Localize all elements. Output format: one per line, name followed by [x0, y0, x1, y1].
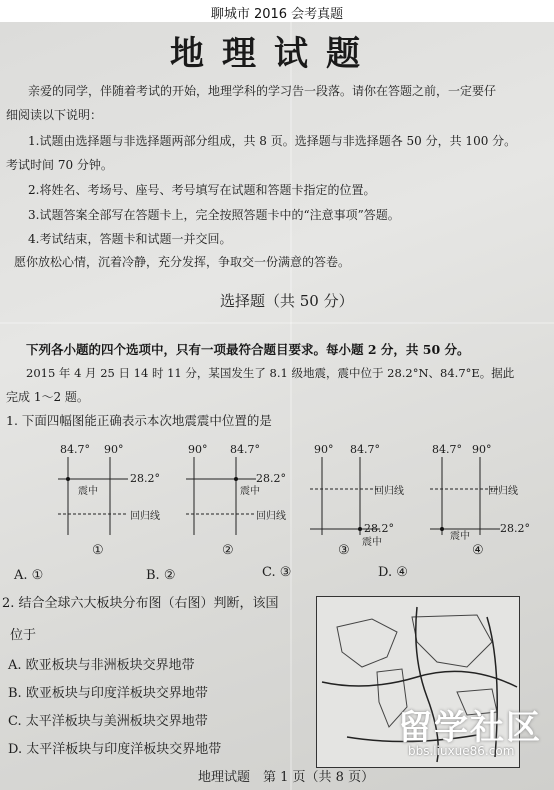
intro-line1: 亲爱的同学，伴随着考试的开始，地理学科的学习告一段落。请你在答题之前，一定要仔 — [28, 84, 497, 98]
intro-line2: 细阅读以下说明： — [6, 108, 103, 122]
longitude-label: 84.7° — [230, 443, 260, 456]
latitude-label: 28.2° — [130, 472, 160, 485]
paper-fold — [0, 322, 554, 324]
tropic-label: 回归线 — [256, 511, 286, 522]
section-instructions: 下列各小题的四个选项中，只有一项最符合题目要求。每小题 2 分，共 50 分。 — [26, 342, 470, 357]
rule-4: 4.考试结束，答题卡和试题一并交回。 — [28, 232, 232, 246]
diagram-number: ① — [92, 543, 104, 558]
section-title: 选择题（共 50 分） — [220, 292, 354, 310]
longitude-label: 84.7° — [60, 443, 90, 456]
wish-text: 愿你放松心情，沉着冷静，充分发挥，争取交一份满意的答卷。 — [14, 255, 351, 269]
rule-2: 2.将姓名、考场号、座号、考号填写在试题和答题卡指定的位置。 — [28, 183, 376, 197]
context-line1: 2015 年 4 月 25 日 14 时 11 分，某国发生了 8.1 级地震，震中位于 28.2°N、84.7°E。据此 — [26, 366, 515, 380]
diagram-number: ② — [222, 543, 234, 558]
question-2-cont: 位于 — [10, 628, 37, 643]
exam-paper — [0, 22, 554, 790]
diagram-3 — [310, 437, 410, 562]
page-caption: 聊城市 2016 会考真题 — [210, 7, 344, 22]
q2-option-c: C. 太平洋板块与美洲板块交界地带 — [8, 714, 208, 729]
q2-option-a: A. 欧亚板块与非洲板块交界地带 — [8, 658, 195, 673]
epicenter-label: 震中 — [78, 486, 98, 497]
longitude-label: 84.7° — [350, 443, 380, 456]
diagram-4 — [430, 437, 530, 562]
rule-3: 3.试题答案全部写在答题卡上，完全按照答题卡中的“注意事项”答题。 — [28, 208, 400, 222]
q1-option-a: A. ① — [14, 568, 44, 583]
q2-option-b: B. 欧亚板块与印度洋板块交界地带 — [8, 686, 208, 701]
longitude-label: 90° — [188, 443, 208, 456]
latitude-label: 28.2° — [256, 472, 286, 485]
q1-option-b: B. ② — [146, 568, 176, 583]
longitude-label: 84.7° — [432, 443, 462, 456]
q2-option-d: D. 太平洋板块与印度洋板块交界地带 — [8, 742, 222, 757]
page-footer: 地理试题 第 1 页（共 8 页） — [198, 770, 375, 785]
question-2: 2. 结合全球六大板块分布图（右图）判断，该国 — [2, 596, 279, 611]
longitude-label: 90° — [314, 443, 334, 456]
tropic-label: 回归线 — [374, 486, 404, 497]
longitude-label: 90° — [472, 443, 492, 456]
epicenter-label: 震中 — [240, 486, 260, 497]
watermark-url: bbs.liuxue86.com — [408, 744, 515, 758]
diagram-1 — [58, 437, 158, 562]
context-line2: 完成 1～2 题。 — [6, 390, 89, 404]
tropic-label: 回归线 — [130, 511, 160, 522]
diagram-number: ③ — [338, 543, 350, 558]
tropic-label: 回归线 — [488, 486, 518, 497]
epicenter-label: 震中 — [362, 537, 382, 548]
question-1: 1. 下面四幅图能正确表示本次地震震中位置的是 — [6, 413, 272, 428]
rule-1-cont: 考试时间 70 分钟。 — [6, 158, 113, 172]
q1-option-c: C. ③ — [262, 565, 292, 580]
q1-option-d: D. ④ — [378, 565, 408, 580]
exam-title: 地理试题 — [170, 34, 378, 74]
diagram-2 — [186, 437, 286, 562]
watermark-logo: 留学社区 — [398, 708, 542, 748]
diagram-number: ④ — [472, 543, 484, 558]
rule-1: 1.试题由选择题与非选择题两部分组成，共 8 页。选择题与非选择题各 50 分，共 100 分。 — [28, 134, 517, 148]
latitude-label: 28.2° — [364, 522, 394, 535]
epicenter-label: 震中 — [450, 531, 470, 542]
longitude-label: 90° — [104, 443, 124, 456]
latitude-label: 28.2° — [500, 522, 530, 535]
